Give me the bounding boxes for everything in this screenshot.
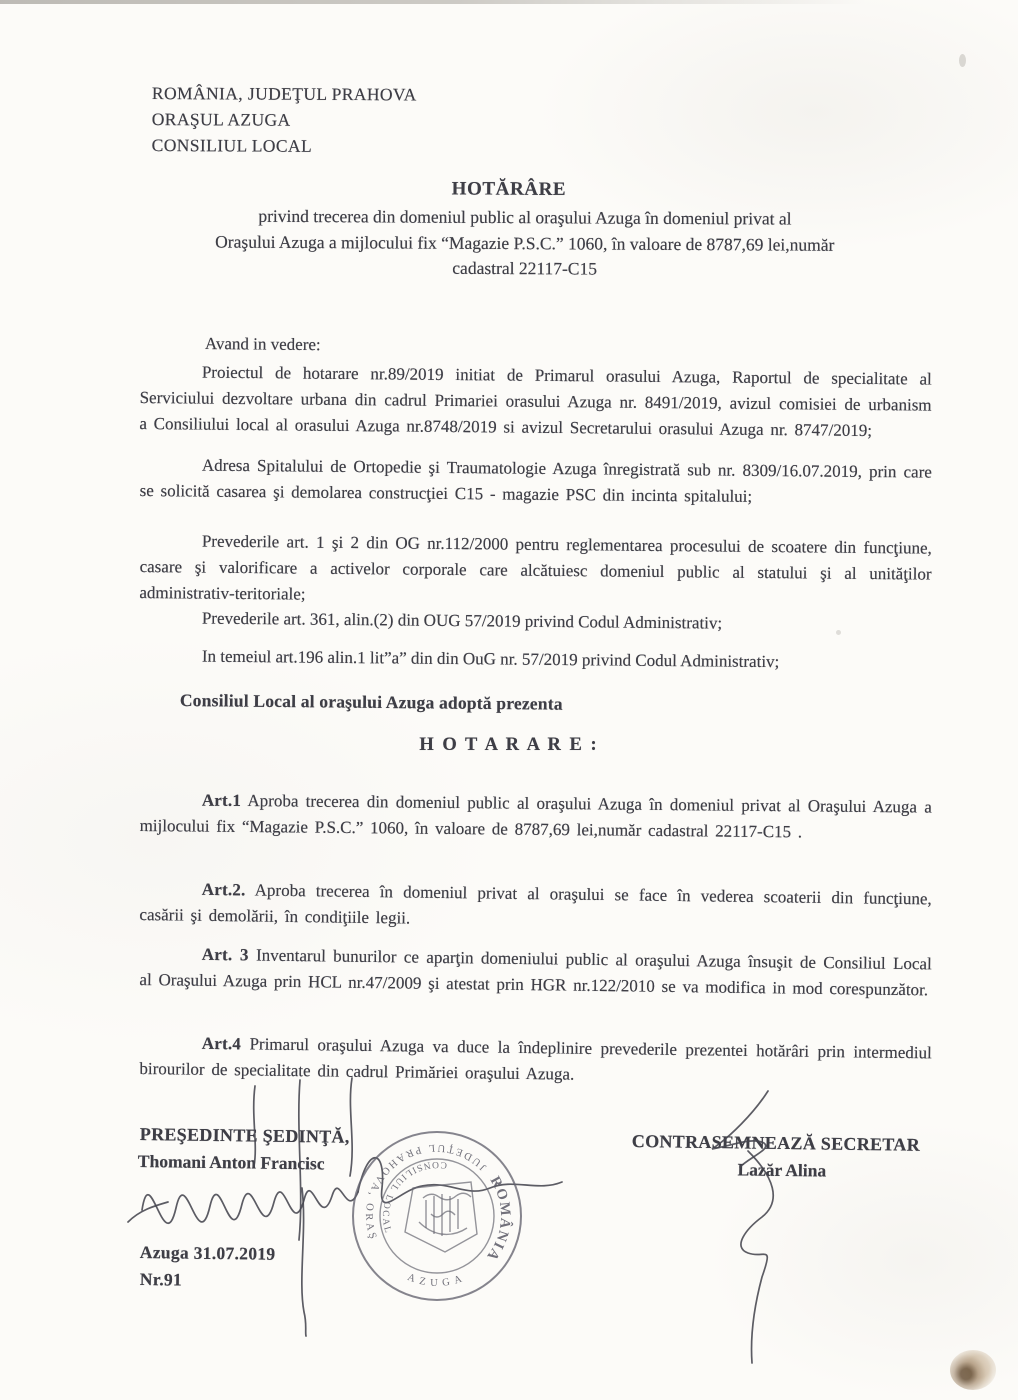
article-2	[139, 876, 932, 938]
scan-edge-artifact	[0, 0, 1018, 4]
article-text: Primarul oraşului Azuga va duce la îndeplinire prevederile prezentei hotărâri prin intermediul birourilor de specialitate din cadrul Primăriei oraşului Azuga.	[139, 1034, 932, 1084]
president-role: PREŞEDINTE ŞEDINŢĂ,	[139, 1124, 350, 1147]
preamble-item-5: In temeiul art.196 alin.1 lit”a” din din OuG nr. 57/2019 privind Codul Administrativ;	[201, 646, 780, 672]
preamble-item-1: Proiectul de hotarare nr.89/2019 initiat de Primarul orasului Azuga, Raportul de specialitate al Serviciului dezvoltare urbana din cadrul Primariei orasului Azuga nr. 8491/2019, avizul comisiei de urbanism a Consiliului local al orasului Azuga nr.8748/2019 si avizul Secretarului orasului Azuga nr. 8747/2019;	[139, 362, 932, 441]
preamble-item-3: Prevederile art. 1 şi 2 din OG nr.112/2000 pentru reglementarea procesului de scoatere din funcţiune, casare şi valorificare a activelor corporale care alcătuiesc domeniul public al statului şi al unităţilor administrativ-teritoriale;	[139, 531, 932, 604]
country-county-line: ROMÂNIA, JUDEŢUL PRAHOVA	[151, 82, 417, 105]
stamp-county-text: JUDEŢUL PRAHOVA, ORAŞ	[362, 1141, 489, 1244]
article-label: Art.4	[201, 1033, 242, 1054]
stamp-city-text: AZUGA	[405, 1271, 469, 1290]
article-1	[140, 787, 932, 847]
stamp-council-text: CONSILIUL LOCAL	[379, 1158, 448, 1236]
subject-line: cadastral 22117-C15	[452, 257, 598, 279]
preamble-intro: Avand in vedere:	[204, 334, 321, 355]
subject-line: privind trecerea din domeniul public al oraşului Azuga în domeniul privat al	[258, 205, 792, 229]
article-label: Art. 3	[201, 944, 249, 965]
article-label: Art.1	[201, 790, 242, 810]
stamp-coat-of-arms	[405, 1182, 477, 1252]
article-label: Art.2.	[201, 879, 246, 900]
article-text: Aproba trecerea în domeniul privat al oraşului se face în vederea scoaterii din funcţiune, casării şi demolării, în condiţiile legii.	[139, 880, 932, 928]
decision-heading: H O T A R A R E :	[419, 735, 599, 755]
article-text: Inventarul bunurilor ce aparţin domeniului public al oraşului Azuga însuşit de Consiliul Local al Oraşului Azuga prin HCL nr.47/2009 şi atestat prin HGR nr.122/2010 se va modifica in mod corespunzător.	[139, 945, 932, 1000]
secretary-name: Lazăr Alina	[737, 1159, 827, 1181]
adoption-line: Consiliul Local al oraşului Azuga adoptă prezenta	[179, 690, 563, 714]
issuing-authority-block	[152, 80, 417, 159]
ink-smudge-artifact	[950, 1350, 996, 1390]
article-text: Aproba trecerea din domeniul public al oraşului Azuga în domeniul privat al Oraşului Azuga a mijlocului fix “Magazie P.S.C.” 1060, în valoare de 8787,69 lei,număr cadastral 22117-C15 .	[139, 790, 932, 842]
subject-line: Oraşului Azuga a mijlocului fix “Magazie P.S.C.” 1060, în valoare de 8787,69 lei,număr	[215, 231, 835, 255]
council-line: CONSILIUL LOCAL	[151, 134, 313, 156]
secretary-signature	[650, 1085, 890, 1395]
decision-subject	[110, 203, 940, 284]
article-3	[139, 941, 932, 1003]
president-name: Thomani Anton Francisc	[137, 1151, 325, 1174]
svg-text:AZUGA	[406, 1272, 468, 1289]
preamble-item-4: Prevederile art. 361, alin.(2) din OUG 57/2019 privind Codul Administrativ;	[201, 608, 723, 633]
decision-number-line: Nr.91	[139, 1269, 183, 1290]
stamp-outer-circle	[353, 1132, 521, 1300]
decision-title: HOTĂRÂRE	[451, 178, 567, 200]
scan-speck	[959, 54, 966, 67]
town-line: ORAŞUL AZUGA	[151, 108, 291, 130]
secretary-role: CONTRASEMNEAZĂ SECRETAR	[631, 1131, 921, 1155]
place-date-line: Azuga 31.07.2019	[139, 1242, 276, 1264]
official-round-stamp	[340, 1114, 527, 1306]
preamble-item-2: Adresa Spitalului de Ortopedie şi Traumatologie Azuga înregistrată sub nr. 8309/16.07.2019, prin care se solicită casarea şi demolarea construcţiei C15 - magazie PSC din incinta spitalului;	[139, 455, 932, 506]
stamp-country-text: ✱ ROMÂNIA ✱	[340, 1114, 514, 1269]
